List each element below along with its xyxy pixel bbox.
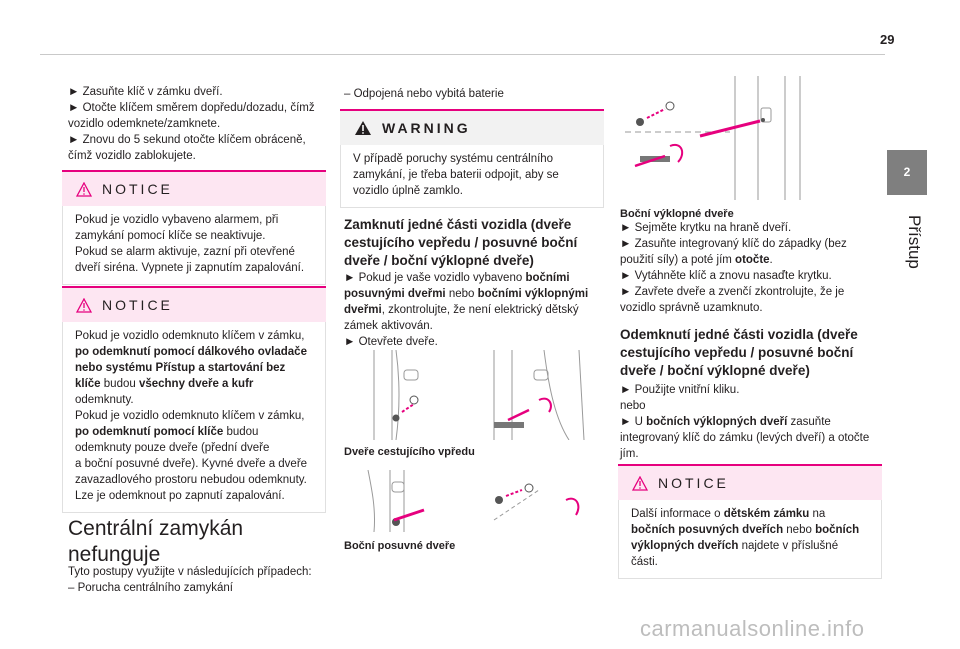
intro-line: ► Znovu do 5 sekund otočte klíčem obráceně, (68, 134, 306, 146)
bold-text: dveřmi (344, 304, 382, 316)
text: ► U (620, 416, 647, 428)
notice-text: na (809, 508, 826, 520)
notice-bold: bočních (815, 524, 860, 536)
step-line: ► Zasuňte integrovaný klíč do západky (bez (620, 238, 847, 250)
notice-bold: všechny dveře a kufr (138, 378, 254, 390)
outro-line: Tyto postupy využijte v následujících případech: (68, 566, 312, 578)
text: ► Pokud je vaše vozidlo vybaveno (344, 272, 526, 284)
notice-line: a boční posuvné dveře). Kyvné dveře a dveře (75, 458, 308, 470)
caption: Boční posuvné dveře (344, 540, 456, 552)
notice-box (618, 464, 882, 579)
notice-box (62, 286, 326, 513)
notice-line: dveří siréna. Vypnete ji zapnutím zapalování. (75, 262, 305, 274)
warning-line: zamykání, je třeba baterii odpojit, aby se (353, 169, 559, 181)
notice-bold: klíče (75, 378, 101, 390)
warning-triangle-icon (76, 182, 92, 197)
front-door-illustration (344, 350, 606, 440)
notice-text: najdete v příslušné (738, 540, 839, 552)
notice-line: Lze je odemknout po zapnutí zapalování. (75, 490, 285, 502)
rear-door-illustration (620, 76, 882, 200)
notice-line: odemknuty pouze dveře (přední dveře (75, 442, 270, 454)
text: , zkontrolujte, že není elektrický dětský (381, 304, 579, 316)
warning-triangle-icon (354, 120, 372, 136)
heading-line: dveře / boční výklopné dveře) (344, 253, 534, 268)
warning-box (340, 109, 604, 208)
step-line: ► Zavřete dveře a zvenčí zkontrolujte, že je (620, 286, 845, 298)
text: zasuňte (787, 416, 831, 428)
unlock-instructions (620, 382, 882, 462)
text: ► Otevřete dveře. (344, 336, 438, 348)
column-2-top (344, 86, 606, 102)
warning-triangle-icon (632, 476, 648, 491)
page-number: 29 (880, 32, 895, 47)
step-text: použití síly) a poté jím (620, 254, 736, 266)
warning-line: V případě poruchy systému centrálního (353, 153, 554, 165)
notice-text: budou (100, 378, 139, 390)
intro-line: čímž vozidlo zablokujete. (68, 150, 196, 162)
notice-text: budou (223, 426, 259, 438)
notice-bold: výklopných dveřích (631, 540, 739, 552)
heading-line: dveře / boční výklopné dveře) (620, 363, 810, 378)
notice-line: Pokud je vozidlo odemknuto klíčem v zámku, (75, 330, 305, 342)
text: nebo (445, 288, 478, 300)
heading-line: Centrální zamykán (68, 517, 244, 540)
notice-bold: po odemknutí pomocí klíče (75, 426, 224, 438)
intro-line: vozidlo odemknete/zamknete. (68, 118, 221, 130)
notice-title: NOTICE (102, 297, 173, 313)
warning-line: vozidlo úplně zamklo. (353, 185, 463, 197)
bold-text: otočte (735, 254, 770, 266)
heading-line: Odemknutí jedné části vozidla (dveře (620, 327, 858, 342)
notice-line: zavazadlového prostoru nebudou odemknuty. (75, 474, 307, 486)
heading-line: cestujícího vepředu / posuvné boční (620, 345, 854, 360)
section-heading (344, 216, 606, 270)
lock-instructions (344, 270, 606, 350)
section-heading (620, 326, 882, 380)
notice-title: NOTICE (102, 181, 173, 197)
heading-line: Zamknutí jedné části vozidla (dveře (344, 217, 572, 232)
section-heading (68, 516, 330, 568)
notice-bold: bočních posuvných dveřích (631, 524, 784, 536)
warning-triangle-icon (76, 298, 92, 313)
header-rule (40, 54, 885, 55)
bold-text: bočních výklopných dveří (646, 416, 788, 428)
notice-box (62, 170, 326, 285)
notice-line: Pokud je vozidlo vybaveno alarmem, při (75, 214, 279, 226)
caption: Boční výklopné dveře (620, 208, 734, 220)
column-1 (68, 84, 330, 164)
notice-line: Pokud je vozidlo odemknuto klíčem v zámku, (75, 410, 305, 422)
text: zámek aktivován. (344, 320, 433, 332)
notice-text: nebo (783, 524, 816, 536)
notice-line: Pokud se alarm aktivuje, zazní při otevřené (75, 246, 295, 258)
chapter-label-text: Přístup (905, 215, 924, 269)
outro (68, 564, 330, 596)
rear-door-section (620, 208, 882, 316)
bold-text: posuvnými dveřmi (344, 288, 446, 300)
watermark: carmanualsonline.info (640, 616, 865, 641)
bold-text: bočními (525, 272, 570, 284)
text: integrovaný klíč do zámku (levých dveří) a otočte (620, 432, 870, 444)
notice-line: odemknuty. (75, 394, 134, 406)
notice-bold: po odemknutí pomocí dálkového ovladače (75, 346, 307, 358)
chapter-tab[interactable]: 2 (887, 150, 927, 195)
warning-title: WARNING (382, 120, 471, 136)
text: nebo (620, 400, 646, 412)
caption: Dveře cestujícího vpředu (344, 446, 475, 458)
notice-line: části. (631, 556, 658, 568)
intro-line: ► Zasuňte klíč v zámku dveří. (68, 86, 223, 98)
chapter-label (880, 215, 928, 285)
step-line: ► Sejměte krytku na hraně dveří. (620, 222, 792, 234)
step-line: ► Vytáhněte klíč a znovu nasaďte krytku. (620, 270, 832, 282)
list-line: – Odpojená nebo vybitá baterie (344, 88, 504, 100)
notice-bold: nebo systému Přístup a startování bez (75, 362, 286, 374)
intro-line: ► Otočte klíčem směrem dopředu/dozadu, čímž (68, 102, 315, 114)
text: ► Použijte vnitřní kliku. (620, 384, 740, 396)
heading-line: cestujícího vepředu / posuvné boční (344, 235, 578, 250)
outro-line: – Porucha centrálního zamykání (68, 582, 233, 594)
heading-line: nefunguje (68, 543, 161, 566)
notice-bold: dětském zámku (723, 508, 810, 520)
step-text: . (769, 254, 773, 266)
notice-text: Další informace o (631, 508, 724, 520)
bold-text: bočními výklopnými (477, 288, 589, 300)
step-line: vozidlo správně uzamknuto. (620, 302, 763, 314)
text: jím. (620, 448, 639, 460)
sliding-door-illustration (344, 470, 606, 532)
notice-title: NOTICE (658, 475, 729, 491)
notice-line: zamykání pomocí klíče se neaktivuje. (75, 230, 266, 242)
